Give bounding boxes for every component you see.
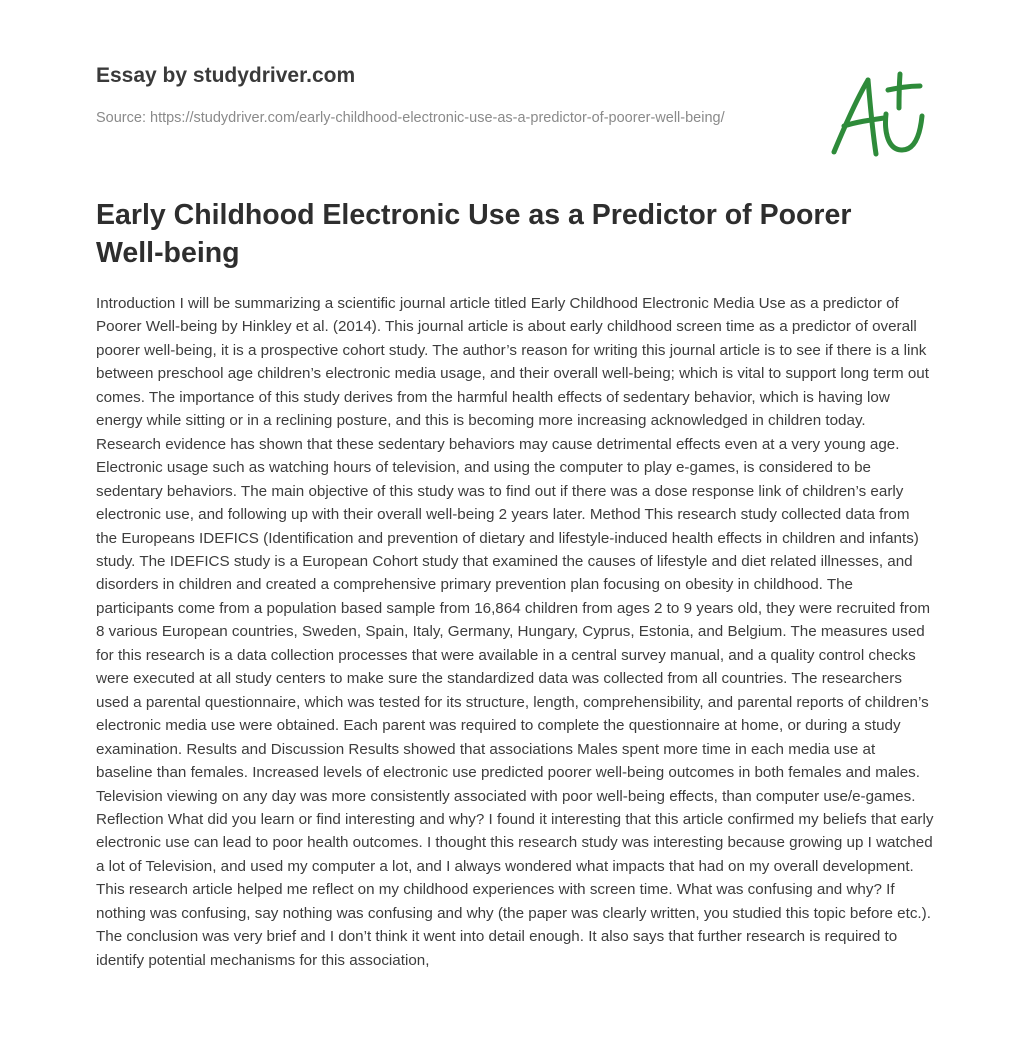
source-line [96,108,756,129]
source-link[interactable]: https://studydriver.com/early-childhood-electronic-use-as-a-predictor-of-poorer-well-being/ [150,110,725,126]
essay-body: Introduction I will be summarizing a scientific journal article titled Early Childhood Electronic Media Use as a predictor of Poorer Well-being by Hinkley et al. (2014). This journal article is about early childhood screen time as a predictor of overall poorer well-being, it is a prospective cohort study. The author’s reason for writing this journal article is to see if there is a link between preschool age children’s electronic media usage, and their overall well-being; which is vital to support long term out comes. The importance of this study derives from the harmful health effects of sedentary behavior, which is having low energy while sitting or in a reclining posture, and this is becoming more increasing acknowledged in children today. Research evidence has shown that these sedentary behaviors may cause detrimental effects even at a very young age. Electronic usage such as watching hours of television, and using the computer to play e-games, is considered to be sedentary behaviors. The main objective of this study was to find out if there was a dose response link of children’s early electronic use, and following up with their overall well-being 2 years later. Method This research study collected data from the Europeans IDEFICS (Identification and prevention of dietary and lifestyle-induced health effects in children and infants) study. The IDEFICS study is a European Cohort study that examined the causes of lifestyle and diet related illnesses, and disorders in children and created a comprehensive primary prevention plan focusing on obesity in childhood. The participants come from a population based sample from 16,864 children from ages 2 to 9 years old, they were recruited from 8 various European countries, Sweden, Spain, Italy, Germany, Hungary, Cyprus, Estonia, and Belgium. The measures used for this research is a data collection processes that were available in a central survey manual, and a quality control checks were executed at all study centers to make sure the standardized data was collected from all countries. The researchers used a parental questionnaire, which was tested for its structure, length, comprehensibility, and parental reports of children’s electronic media use were obtained. Each parent was required to complete the questionnaire at home, or during a study examination. Results and Discussion Results showed that associations Males spent more time in each media use at baseline than females. Increased levels of electronic use predicted poorer well-being outcomes in both females and males. Television viewing on any day was more consistently associated with poor well-being effects, than computer use/e-games. Reflection What did you learn or find interesting and why? I found it interesting that this article confirmed my beliefs that early electronic use can lead to poor health outcomes. I thought this research study was interesting because growing up I watched a lot of Television, and used my computer a lot, and I always wondered what impacts that had on my overall development. This research article helped me reflect on my childhood experiences with screen time. What was confusing and why? If nothing was confusing, say nothing was confusing and why (the paper was clearly written, you studied this topic before etc.). The conclusion was very brief and I don’t think it went into detail enough. It also says that further research is required to identify potential mechanisms for this association, [96,295,934,969]
essay-title: Early Childhood Electronic Use as a Predictor of Poorer Well-being [96,199,852,269]
a-plus-logo-icon [826,66,932,166]
page-header [96,62,776,129]
site-title: Essay by studydriver.com [96,64,356,87]
source-label: Source: [96,110,150,126]
